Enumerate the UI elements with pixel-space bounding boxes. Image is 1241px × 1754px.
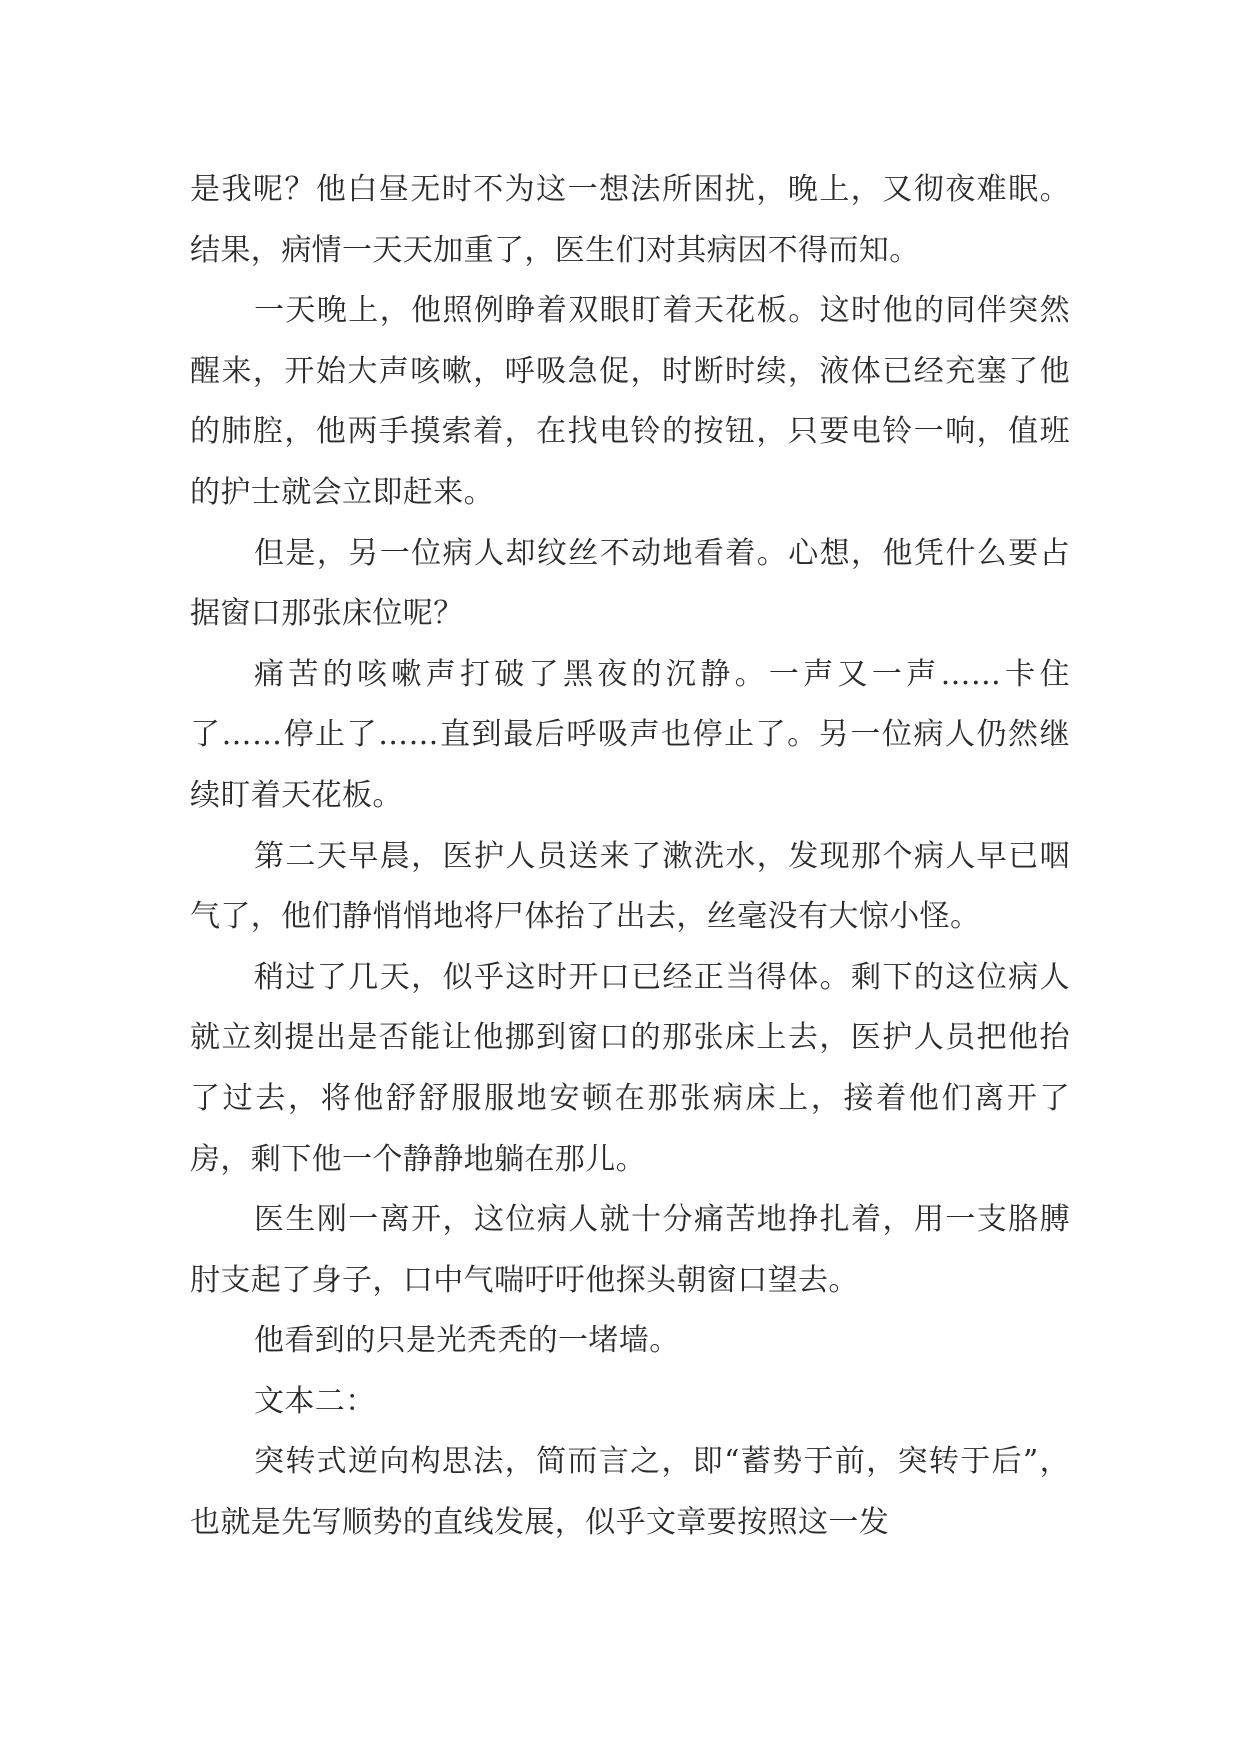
paragraph-2: 一天晚上，他照例睁着双眼盯着天花板。这时他的同伴突然醒来，开始大声咳嗽，呼吸急促，时断时续，液体已经充塞了他的肺腔，他两手摸索着，在找电铃的按钮，只要电铃一响，值班的护士就会立即赶来。 (190, 293, 1070, 510)
paragraph-1: 是我呢？他白昼无时不为这一想法所困扰，晚上，又彻夜难眠。结果，病情一天天加重了，医生们对其病因不得而知。 (190, 172, 1070, 268)
document-body (190, 160, 1070, 1554)
paragraph-8: 他看到的只是光秃秃的一堵墙。 (254, 1323, 680, 1359)
paragraph-5: 第二天早晨，医护人员送来了漱洗水，发现那个病人早已咽气了，他们静悄悄地将尸体抬了出去，丝毫没有大惊小怪。 (190, 838, 1070, 935)
paragraph-6: 稍过了几天，似乎这时开口已经正当得体。剩下的这位病人就立刻提出是否能让他挪到窗口的那张床上去，医护人员把他抬了过去，将他舒舒服服地安顿在那张病床上，接着他们离开了房，剩下他一个静静地躺在那儿。 (190, 959, 1070, 1177)
paragraph-10: 突转式逆向构思法，简而言之，即“蓄势于前，突转于后”，也就是先写顺势的直线发展，似乎文章要按照这一发 (190, 1444, 1070, 1541)
paragraph-7: 医生刚一离开，这位病人就十分痛苦地挣扎着，用一支胳膊肘支起了身子，口中气喘吁吁他探头朝窗口望去。 (190, 1202, 1070, 1298)
paragraph-3: 但是，另一位病人却纹丝不动地看着。心想，他凭什么要占据窗口那张床位呢？ (190, 535, 1070, 632)
paragraph-4: 痛苦的咳嗽声打破了黑夜的沉静。一声又一声……卡住了……停止了……直到最后呼吸声也停止了。另一位病人仍然继续盯着天花板。 (190, 656, 1070, 813)
section-heading-text-two: 文本二： (254, 1383, 376, 1419)
